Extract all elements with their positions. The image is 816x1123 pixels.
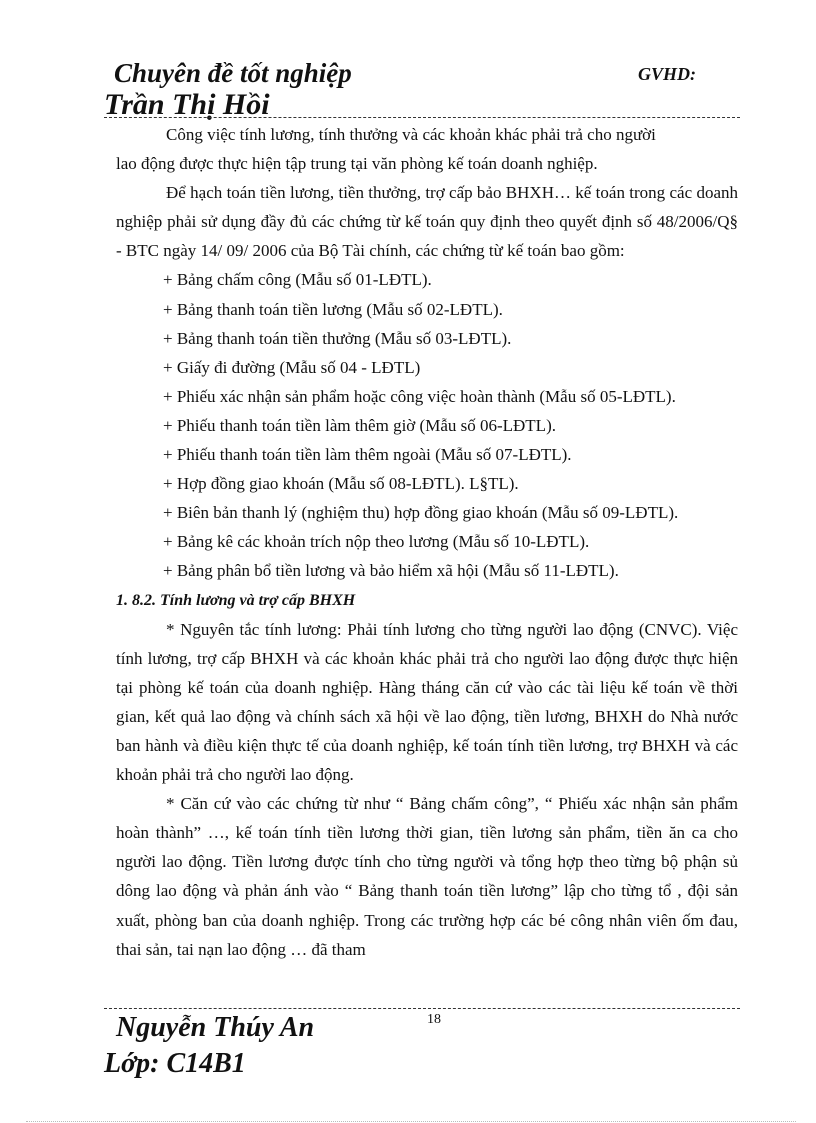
paragraph-3: * Nguyên tắc tính lương: Phải tính lương cho từng người lao động (CNVC). Việc tính lương, trợ cấp BHXH và các khoản khác phải trả cho người lao động được thực hiện tại phòng kế toán của doanh nghiệp. Hàng tháng căn cứ vào các tài liệu kế toán về thời gian, kết quả lao động và chính sách xã hội về lao động, tiền lương, BHXH do Nhà nước ban hành và điều kiện thực tế của doanh nghiệp, kế toán tính tiền lương, trợ BHXH và các khoản phải trả cho người lao động. [116, 619, 738, 785]
page-number: 18 [427, 1012, 441, 1027]
footer-class: Lớp: C14B1 [104, 1048, 246, 1079]
header-title: Chuyên đề tốt nghiệp [114, 58, 352, 88]
section-heading: 1. 8.2. Tính lương và trợ cấp BHXH [116, 591, 356, 609]
list-item: + Bảng thanh toán tiền lương (Mẫu số 02-LĐTL). [163, 299, 503, 319]
page-body [116, 120, 738, 964]
footer-name: Nguyễn Thúy An [116, 1012, 315, 1043]
header-divider [104, 117, 740, 118]
footer-divider [104, 1008, 740, 1009]
list-item: + Hợp đồng giao khoán (Mẫu số 08-LĐTL). L§TL). [163, 474, 519, 494]
list-item: + Bảng chấm công (Mẫu số 01-LĐTL). [163, 270, 432, 290]
list-item: + Bảng kê các khoản trích nộp theo lương (Mẫu số 10-LĐTL). [163, 532, 590, 552]
paragraph-4: * Căn cứ vào các chứng từ như “ Bảng chấm công”, “ Phiếu xác nhận sản phẩm hoàn thành” …, kế toán tính tiền lương thời gian, tiền lương sản phẩm, tiền ăn ca cho người lao động. Tiền lương được tính cho từng người và tổng hợp theo từng bộ phận sủ dông lao động và phản ánh vào “ Bảng thanh toán tiền lương” lập cho từng tổ , đội sản xuất, phòng ban của doanh nghiệp. Trong các trường hợp các bé công nhân viên ốm đau, thai sản, tai nạn lao động … đã tham [116, 794, 738, 959]
list-item: + Phiếu thanh toán tiền làm thêm ngoài (Mẫu số 07-LĐTL). [163, 445, 572, 465]
list-item: + Phiếu thanh toán tiền làm thêm giờ (Mẫu số 06-LĐTL). [163, 415, 556, 435]
header-gvhd: GVHD: [638, 64, 696, 84]
paragraph-2: Để hạch toán tiền lương, tiền thưởng, trợ cấp bảo BHXH… kế toán trong các doanh nghiệp phải sử dụng đầy đủ các chứng từ kế toán quy định theo quyết định số 48/2006/Q§ - BTC ngày 14/ 09/ 2006 của Bộ Tài chính, các chứng từ kế toán bao gồm: [116, 183, 738, 261]
header-author: Trần Thị Hồi [104, 88, 270, 121]
paragraph-1-line-2: lao động được thực hiện tập trung tại văn phòng kế toán doanh nghiệp. [116, 154, 598, 174]
list-item: + Bảng phân bổ tiền lương và bảo hiểm xã hội (Mẫu số 11-LĐTL). [163, 561, 619, 581]
list-item: + Bảng thanh toán tiền thưởng (Mẫu số 03-LĐTL). [163, 328, 512, 348]
page-bottom-border [26, 1121, 796, 1122]
list-item: + Giấy đi đường (Mẫu số 04 - LĐTL) [163, 357, 421, 377]
list-item: + Biên bản thanh lý (nghiệm thu) hợp đồng giao khoán (Mẫu số 09-LĐTL). [163, 503, 679, 523]
paragraph-1-line-1: Công việc tính lương, tính thưởng và các khoản khác phải trả cho người [166, 125, 656, 144]
list-item: + Phiếu xác nhận sản phẩm hoặc công việc hoàn thành (Mẫu số 05-LĐTL). [163, 386, 676, 406]
